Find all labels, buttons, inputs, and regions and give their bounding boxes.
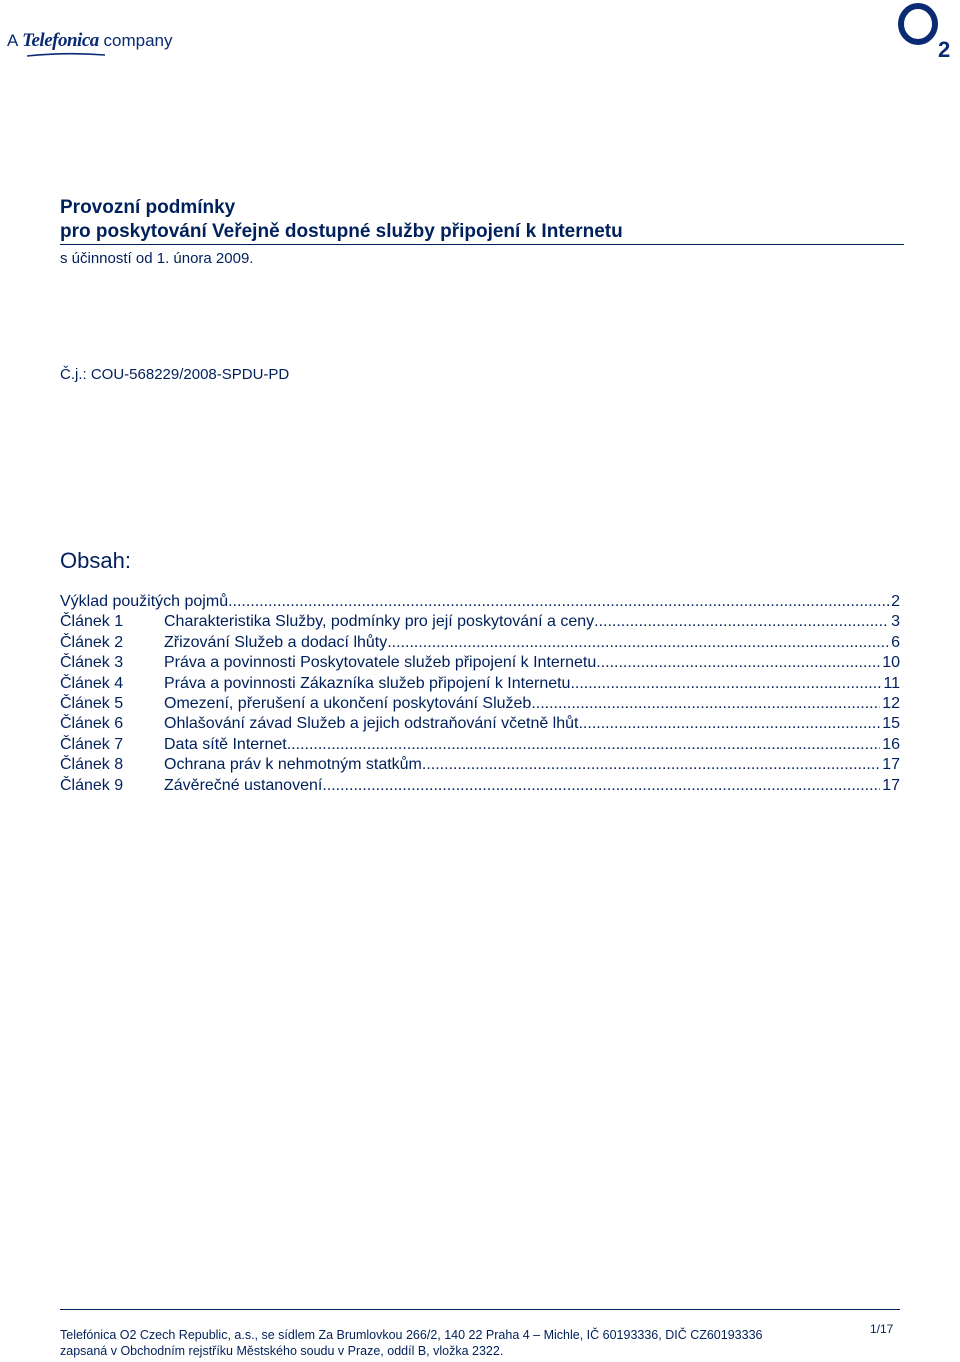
logo-prefix: A — [7, 31, 18, 50]
toc-entry-label: Výklad použitých pojmů — [60, 593, 229, 610]
o2-logo-icon — [896, 0, 956, 60]
toc-heading: Obsah: — [60, 548, 131, 573]
toc-entry[interactable] — [60, 674, 900, 694]
toc-page-number: 11 — [883, 674, 900, 692]
toc-entry[interactable] — [60, 653, 900, 673]
table-of-contents — [60, 592, 900, 796]
toc-leader — [387, 633, 889, 653]
toc-entry-title: Ochrana práv k nehmotným statkům — [164, 756, 422, 774]
toc-entry[interactable] — [60, 735, 900, 755]
logo-brand: Telefonica — [22, 30, 99, 51]
toc-page-number: 17 — [882, 756, 900, 774]
document-title-line1: Provozní podmínky — [60, 197, 236, 218]
footer-company-info — [60, 1327, 762, 1359]
toc-page-number: 6 — [891, 633, 900, 651]
toc-page-number: 15 — [882, 715, 900, 733]
toc-article-number: Článek 9 — [60, 776, 124, 794]
toc-entry[interactable] — [60, 694, 900, 714]
toc-article-number: Článek 2 — [60, 633, 124, 651]
footer-divider — [60, 1309, 900, 1310]
document-title-block — [60, 196, 904, 269]
toc-page-number: 3 — [891, 613, 900, 631]
toc-entry-title: Charakteristika Služby, podmínky pro její poskytování a ceny — [164, 613, 595, 631]
footer-line2: zapsaná v Obchodním rejstříku Městského soudu v Praze, oddíl B, vložka 2322. — [60, 1344, 504, 1358]
toc-leader — [570, 674, 881, 694]
toc-leader — [596, 653, 880, 673]
footer-page-number: 1/17 — [870, 1322, 894, 1336]
toc-page-number: 2 — [891, 593, 900, 610]
toc-page-number: 16 — [882, 735, 900, 753]
toc-leader — [287, 735, 880, 755]
toc-entry-title: Data sítě Internet — [164, 735, 287, 753]
toc-page-number: 10 — [882, 654, 900, 672]
toc-leader — [578, 714, 880, 734]
toc-entry[interactable] — [60, 755, 900, 775]
toc-leader — [228, 592, 889, 612]
toc-entry[interactable] — [60, 776, 900, 796]
document-title-line2: pro poskytování Veřejně dostupné služby připojení k Internetu — [60, 220, 904, 245]
toc-leader — [322, 776, 880, 796]
footer-line1: Telefónica O2 Czech Republic, a.s., se sídlem Za Brumlovkou 266/2, 140 22 Praha 4 – Michle, IČ 60193336, DIČ CZ60193336 — [60, 1328, 763, 1342]
toc-entry[interactable] — [60, 612, 900, 632]
toc-entry[interactable] — [60, 592, 900, 612]
logo-suffix: company — [103, 31, 173, 50]
toc-entry-title: Omezení, přerušení a ukončení poskytování Služeb — [164, 694, 532, 712]
toc-article-number: Článek 5 — [60, 694, 124, 712]
toc-leader — [594, 612, 889, 632]
toc-page-number: 17 — [882, 776, 900, 794]
toc-leader — [531, 694, 880, 714]
toc-entry-title: Zřizování Služeb a dodací lhůty — [164, 633, 388, 651]
toc-article-number: Článek 7 — [60, 735, 124, 753]
svg-text:2: 2 — [938, 37, 951, 60]
toc-article-number: Článek 3 — [60, 654, 124, 672]
logo-swoosh-icon — [27, 52, 105, 58]
toc-leader — [422, 755, 880, 775]
toc-article-number: Článek 8 — [60, 756, 124, 774]
effective-date: s účinností od 1. února 2009. — [60, 250, 254, 267]
toc-entry-title: Závěrečné ustanovení — [164, 776, 323, 794]
toc-entry[interactable] — [60, 633, 900, 653]
toc-page-number: 12 — [882, 694, 900, 712]
toc-entry-title: Práva a povinnosti Zákazníka služeb připojení k Internetu — [164, 674, 571, 692]
toc-article-number: Článek 6 — [60, 715, 124, 733]
reference-number: Č.j.: COU-568229/2008-SPDU-PD — [60, 366, 290, 383]
toc-entry-title: Ohlašování závad Služeb a jejich odstraňování včetně lhůt — [164, 715, 579, 733]
toc-article-number: Článek 1 — [60, 613, 124, 631]
telefonica-logo — [7, 30, 172, 52]
toc-entry-title: Práva a povinnosti Poskytovatele služeb připojení k Internetu — [164, 654, 597, 672]
toc-entry[interactable] — [60, 714, 900, 734]
toc-article-number: Článek 4 — [60, 674, 124, 692]
